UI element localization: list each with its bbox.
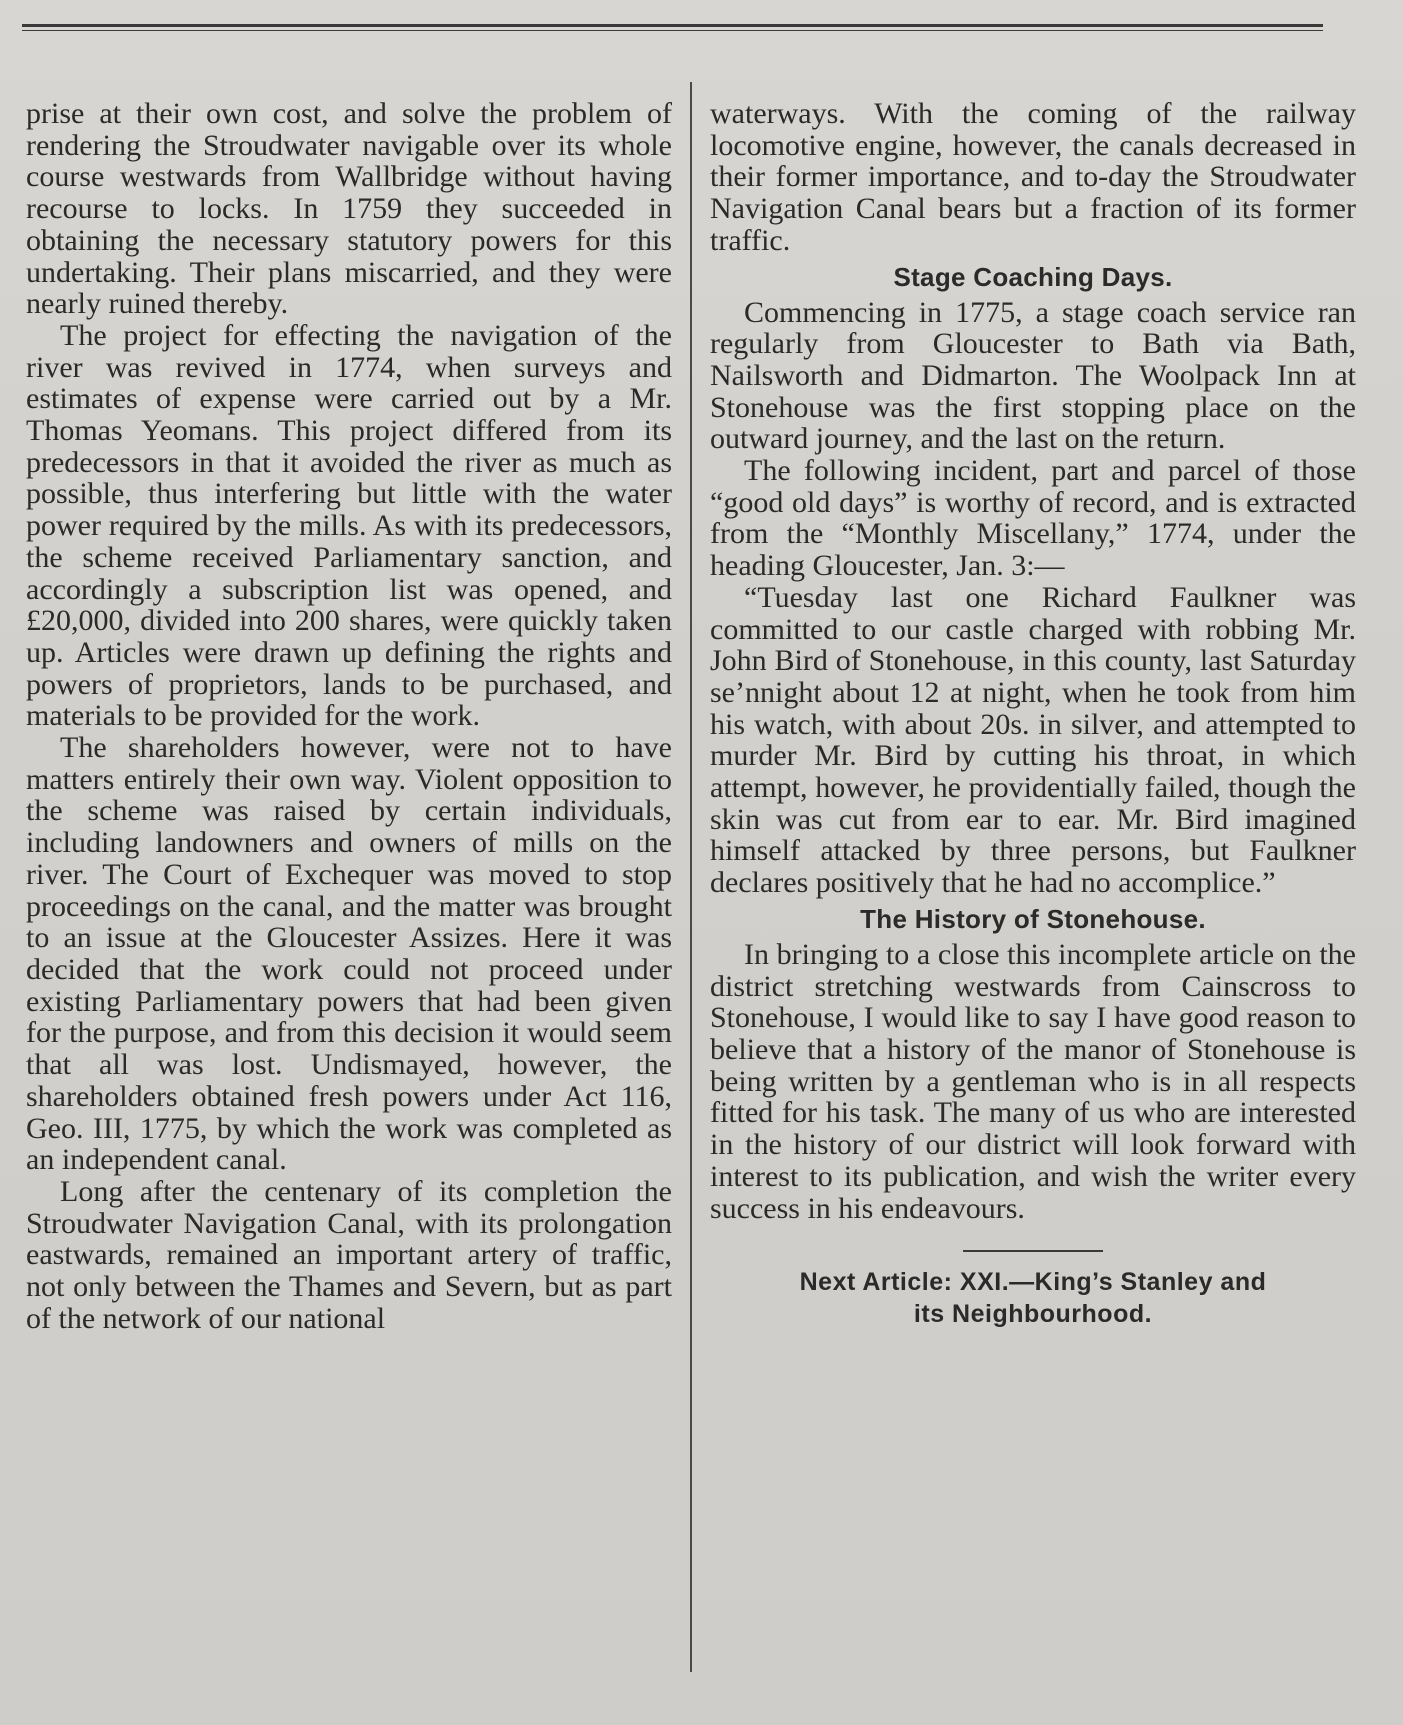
next-article-notice — [710, 1266, 1356, 1330]
paragraph: prise at their own cost, and solve the problem of rendering the Stroudwater navigable over its whole course westwards from Wallbridge without having recourse to locks. In 1759 they succeeded in obtaining the necessary statutory powers for this undertaking. Their plans miscarried, and they were nearly ruined thereby. — [26, 97, 672, 321]
next-article-line: Next Article: XXI.—King’s Stanley and — [799, 1268, 1267, 1297]
paragraph: Commencing in 1775, a stage coach service ran regularly from Gloucester to Bath via Bath, Nailsworth and Didmarton. The Woolpack Inn at Stonehouse was the first stopping place on the outward journey, and the last on the return. — [710, 295, 1356, 456]
paragraph: The shareholders however, were not to have matters entirely their own way. Violent opposition to the scheme was raised by certain individuals, including landowners and owners of mills on the river. The Court of Exchequer was moved to stop proceedings on the canal, and the matter was brought to an issue at the Gloucester Assizes. Here it was decided that the work could not proceed under existing Parliamentary powers that had been given for the purpose, and from this decision it would seem that all was lost. Undismayed, however, the shareholders obtained fresh powers under Act 116, Geo. III, 1775, by which the work was completed as an independent canal. — [26, 731, 672, 1177]
separator-rule — [963, 1250, 1103, 1252]
section-heading: Stage Coaching Days. — [893, 261, 1173, 292]
paragraph: In bringing to a close this incomplete article on the district stretching westwards from Cainscross to Stonehouse, I would like to say I have good reason to believe that a history of the manor of Stonehouse is being written by a gentleman who is in all respects fitted for his task. The many of us who are interested in the history of our district will look forward with interest to its publication, and wish the writer every success in his endeavours. — [710, 937, 1356, 1225]
paragraph: The project for effecting the navigation of the river was revived in 1774, when surveys and estimates of expense were carried out by a Mr. Thomas Yeomans. This project differed from its predecessors in that it avoided the river as much as possible, thus interfering but little with the water power required by the mills. As with its predecessors, the scheme received Parliamentary sanction, and accordingly a subscription list was opened, and £20,000, divided into 200 shares, were quickly taken up. Articles were drawn up defining the rights and powers of proprietors, lands to be purchased, and materials to be provided for the work. — [26, 318, 672, 733]
section-heading: The History of Stonehouse. — [860, 903, 1206, 934]
paragraph: Long after the centenary of its completion the Stroudwater Navigation Canal, with its prolongation eastwards, remained an important artery of traffic, not only between the Thames and Severn, but as part of the network of our national — [26, 1174, 672, 1335]
paragraph: The following incident, part and parcel of those “good old days” is worthy of record, and is extracted from the “Monthly Miscellany,” 1774, under the heading Gloucester, Jan. 3:— — [710, 454, 1356, 583]
column-divider — [690, 82, 692, 1672]
left-column — [26, 98, 672, 1334]
right-column — [710, 98, 1356, 1330]
top-rule — [22, 24, 1323, 31]
next-article-line: its Neighbourhood. — [913, 1300, 1153, 1329]
quote-paragraph: “Tuesday last one Richard Faulkner was committed to our castle charged with robbing Mr. John Bird of Stonehouse, in this county, last Saturday se’nnight about 12 at night, when he took from him his watch, with about 20s. in silver, and attempted to murder Mr. Bird by cutting his throat, in which attempt, however, he providentially failed, though the skin was cut from ear to ear. Mr. Bird imagined himself attacked by three persons, but Faulkner declares positively that he had no accomplice.” — [710, 580, 1356, 900]
paragraph: waterways. With the coming of the railway locomotive engine, however, the canals decreased in their former importance, and to-day the Stroudwater Navigation Canal bears but a fraction of its former traffic. — [710, 97, 1356, 257]
